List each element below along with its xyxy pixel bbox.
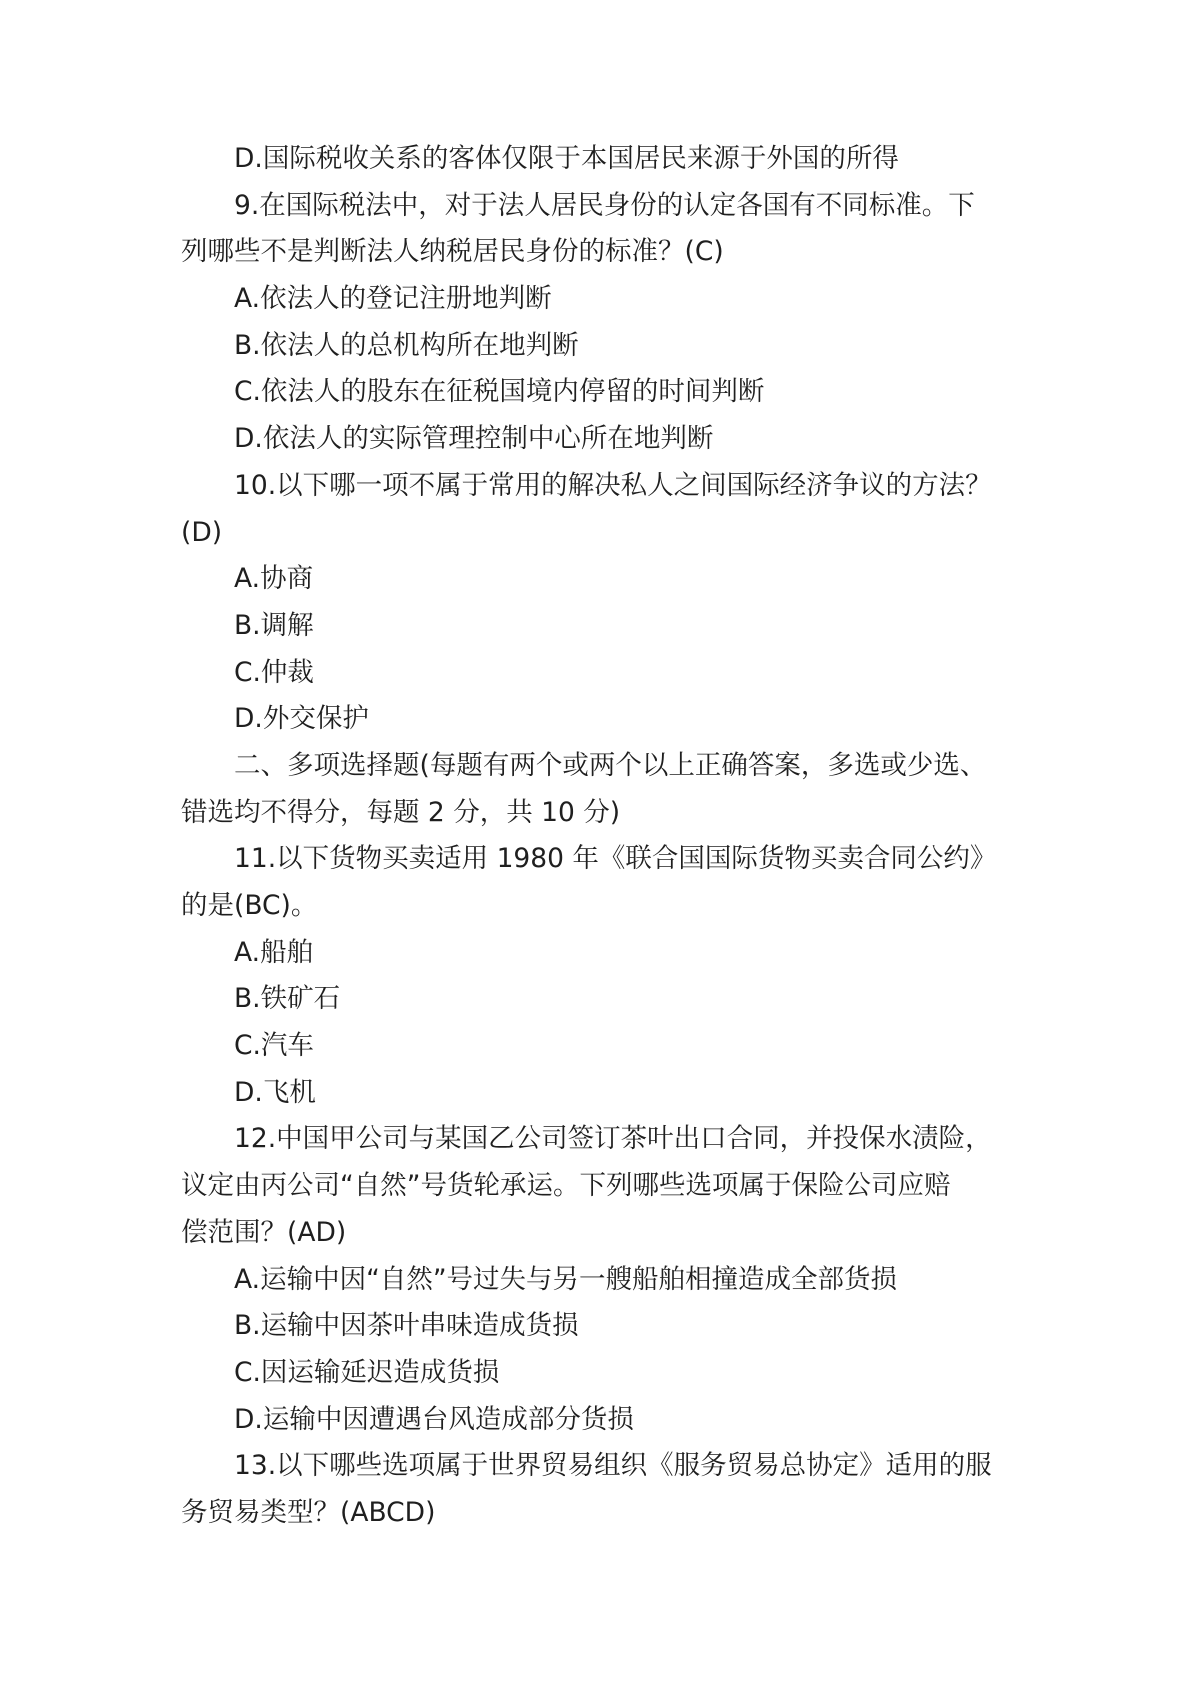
document-body	[181, 136, 1021, 1537]
option-b: B.运输中因茶叶串味造成货损	[234, 1310, 579, 1342]
question-12-line-1: 12.中国甲公司与某国乙公司签订茶叶出口合同，并投保水渍险，	[234, 1123, 992, 1155]
option-d: D.飞机	[234, 1076, 316, 1108]
question-12-line-2: 议定由丙公司“自然”号货轮承运。下列哪些选项属于保险公司应赔	[181, 1170, 951, 1202]
question-10-line-2: (D)	[181, 516, 223, 548]
option-d: D.运输中因遭遇台风造成部分货损	[234, 1403, 634, 1435]
question-13-line-2: 务贸易类型？(ABCD)	[181, 1496, 436, 1528]
text-line: D.国际税收关系的客体仅限于本国居民来源于外国的所得	[234, 143, 899, 174]
section-heading-line-2: 错选均不得分，每题 2 分，共 10 分)	[181, 796, 621, 828]
option-a: A.船舶	[234, 936, 314, 968]
option-d: D.外交保护	[234, 703, 369, 735]
question-9-line-2: 列哪些不是判断法人纳税居民身份的标准？(C)	[181, 236, 724, 268]
option-c: C.汽车	[234, 1030, 314, 1062]
section-heading-line-1: 二、多项选择题(每题有两个或两个以上正确答案，多选或少选、	[234, 749, 987, 781]
option-b: B.铁矿石	[234, 983, 341, 1015]
option-a: A.依法人的登记注册地判断	[234, 283, 552, 315]
option-b: B.依法人的总机构所在地判断	[234, 329, 579, 361]
option-c: C.因运输延迟造成货损	[234, 1356, 500, 1388]
option-a: A.协商	[234, 563, 314, 595]
option-a: A.运输中因“自然”号过失与另一艘船舶相撞造成全部货损	[234, 1263, 898, 1295]
question-11-line-2: 的是(BC)。	[181, 890, 318, 921]
option-c: C.仲裁	[234, 656, 314, 688]
question-10-line-1: 10.以下哪一项不属于常用的解决私人之间国际经济争议的方法？	[234, 469, 992, 501]
question-11-line-1: 11.以下货物买卖适用 1980 年《联合国国际货物买卖合同公约》	[234, 843, 997, 875]
option-b: B.调解	[234, 609, 314, 641]
question-13-line-1: 13.以下哪些选项属于世界贸易组织《服务贸易总协定》适用的服	[234, 1450, 992, 1482]
option-c: C.依法人的股东在征税国境内停留的时间判断	[234, 376, 765, 408]
question-12-line-3: 偿范围？(AD)	[181, 1216, 347, 1248]
option-d: D.依法人的实际管理控制中心所在地判断	[234, 423, 714, 455]
question-9-line-1: 9.在国际税法中，对于法人居民身份的认定各国有不同标准。下	[234, 189, 975, 221]
